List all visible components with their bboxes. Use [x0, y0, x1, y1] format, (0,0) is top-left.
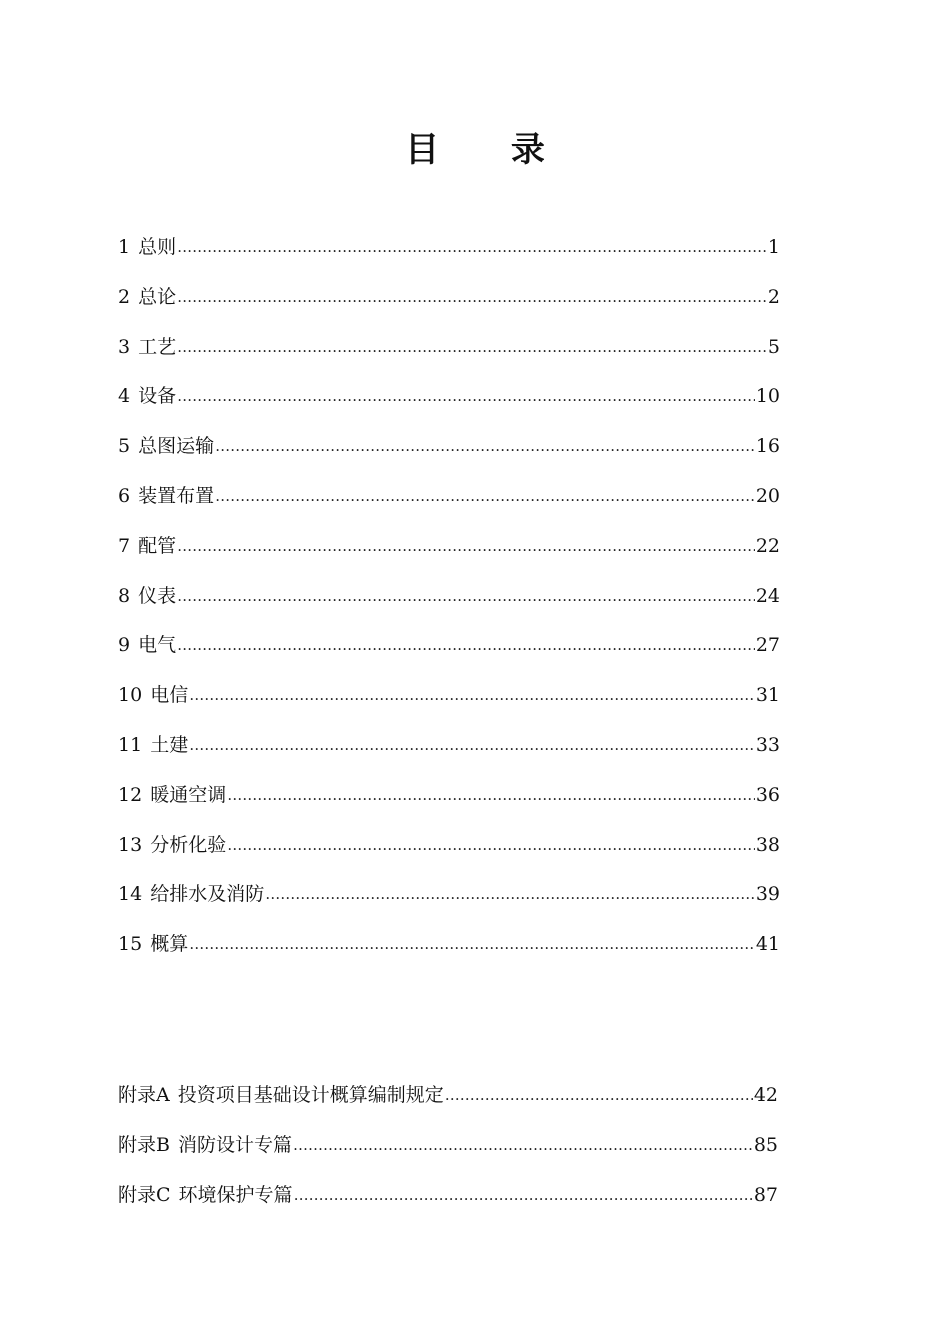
toc-entry-title: 配管 [138, 534, 177, 557]
toc-entry-label [118, 630, 176, 657]
toc-entry-page: 33 [755, 733, 780, 756]
dot-leader [227, 836, 755, 854]
toc-entry-number: 8 [118, 584, 131, 607]
appendix-entry-label [118, 1080, 444, 1107]
toc-entry-title: 电信 [150, 684, 189, 707]
toc-entry-label [118, 531, 176, 558]
toc-entry-page: 16 [755, 435, 780, 458]
toc-entry[interactable] [118, 481, 780, 531]
toc-entry-label [118, 879, 264, 906]
toc-entry-page: 20 [755, 484, 780, 507]
toc-entry-label [118, 929, 188, 956]
toc-entry-number: 3 [118, 335, 131, 358]
dot-leader [445, 1086, 753, 1104]
toc-entry-page: 10 [755, 385, 780, 408]
toc-entry-title: 给排水及消防 [150, 883, 265, 906]
appendix-entry-number: 附录B [118, 1134, 170, 1156]
toc-entry-label [118, 481, 214, 508]
toc-entry[interactable] [118, 630, 780, 680]
dot-leader [177, 537, 755, 555]
page-title: 目 录 [405, 130, 575, 170]
toc-entry-number: 5 [118, 435, 131, 458]
toc-entry-number: 13 [118, 833, 143, 856]
toc-entry-title: 工艺 [138, 335, 177, 358]
toc-entry-page: 1 [767, 236, 780, 258]
dot-leader [215, 487, 755, 505]
dot-leader [177, 238, 767, 256]
toc-entry-page: 38 [755, 833, 780, 856]
toc-entry-title: 电气 [138, 634, 177, 657]
toc-entry-number: 9 [118, 634, 131, 657]
toc-entry-label [118, 282, 176, 309]
toc-entry-number: 4 [118, 385, 131, 408]
toc-entry[interactable] [118, 282, 780, 332]
toc-entry-page: 39 [755, 883, 780, 906]
appendix-entry-title: 环境保护专篇 [178, 1184, 293, 1206]
appendix-entry-page: 87 [753, 1184, 778, 1206]
toc-entry-title: 总图运输 [138, 435, 215, 458]
dot-leader [293, 1136, 753, 1154]
appendix-entry-title: 消防设计专篇 [177, 1134, 292, 1156]
toc-entry[interactable] [118, 680, 780, 730]
appendix-entry[interactable] [118, 1180, 778, 1230]
dot-leader [177, 587, 755, 605]
toc-entry-page: 36 [755, 783, 780, 806]
toc-entry-page: 24 [755, 584, 780, 607]
appendix-entry-title: 投资项目基础设计概算编制规定 [177, 1084, 444, 1106]
toc-entry-title: 分析化验 [150, 833, 227, 856]
toc-entry-number: 7 [118, 534, 131, 557]
toc-entry-title: 仪表 [138, 584, 177, 607]
dot-leader [177, 288, 767, 306]
toc-entry[interactable] [118, 780, 780, 830]
dot-leader [227, 786, 755, 804]
toc-entry-title: 总论 [138, 285, 177, 308]
toc-entry-page: 27 [755, 634, 780, 657]
toc-entry-title: 概算 [150, 933, 189, 956]
dot-leader [189, 736, 755, 754]
toc-entry-page: 41 [755, 933, 780, 956]
toc-entry-label [118, 332, 176, 359]
appendix-entry-number: 附录A [118, 1084, 170, 1106]
toc-entry-label [118, 780, 226, 807]
toc-entry[interactable] [118, 232, 780, 282]
toc-entry-label [118, 730, 188, 757]
appendix-entry[interactable] [118, 1080, 778, 1130]
toc-entry[interactable] [118, 581, 780, 631]
toc-entry-page: 31 [755, 684, 780, 707]
toc-entry-title: 暖通空调 [150, 783, 227, 806]
toc-entry-title: 设备 [138, 385, 177, 408]
appendix-entry-number: 附录C [118, 1184, 171, 1206]
dot-leader [294, 1186, 753, 1204]
toc-entry-number: 12 [118, 783, 143, 806]
appendix-entry[interactable] [118, 1130, 778, 1180]
toc-entry-number: 15 [118, 933, 143, 956]
toc-entry[interactable] [118, 381, 780, 431]
dot-leader [177, 338, 767, 356]
toc-entry-number: 1 [118, 236, 131, 258]
toc-entry[interactable] [118, 431, 780, 481]
toc-entry-page: 22 [755, 534, 780, 557]
toc-entry-title: 装置布置 [138, 484, 215, 507]
toc-entry-label [118, 232, 176, 259]
toc-entry[interactable] [118, 879, 780, 929]
toc-entry-label [118, 830, 226, 857]
toc-entry-label [118, 680, 188, 707]
toc-entry-title: 土建 [150, 733, 189, 756]
toc-entry[interactable] [118, 830, 780, 880]
toc-entry-number: 2 [118, 285, 131, 308]
toc-entry-page: 2 [767, 285, 780, 308]
appendix-list [118, 1080, 778, 1230]
toc-entry-label [118, 381, 176, 408]
appendix-entry-page: 42 [753, 1084, 778, 1106]
toc-entry-title: 总则 [138, 236, 177, 258]
dot-leader [189, 935, 755, 953]
dot-leader [265, 885, 755, 903]
toc-entry-page: 5 [767, 335, 780, 358]
toc-entry[interactable] [118, 929, 780, 979]
toc-entry-number: 6 [118, 484, 131, 507]
toc-entry-number: 14 [118, 883, 143, 906]
toc-entry-label [118, 431, 214, 458]
toc-entry[interactable] [118, 730, 780, 780]
dot-leader [177, 387, 755, 405]
toc-entry-number: 11 [118, 733, 143, 756]
toc-entry[interactable] [118, 332, 780, 382]
toc-list [118, 232, 780, 979]
appendix-entry-label [118, 1180, 293, 1207]
dot-leader [189, 686, 755, 704]
toc-entry-number: 10 [118, 684, 143, 707]
appendix-entry-page: 85 [753, 1134, 778, 1156]
toc-entry-label [118, 581, 176, 608]
appendix-entry-label [118, 1130, 292, 1157]
dot-leader [215, 437, 755, 455]
toc-entry[interactable] [118, 531, 780, 581]
dot-leader [177, 636, 755, 654]
